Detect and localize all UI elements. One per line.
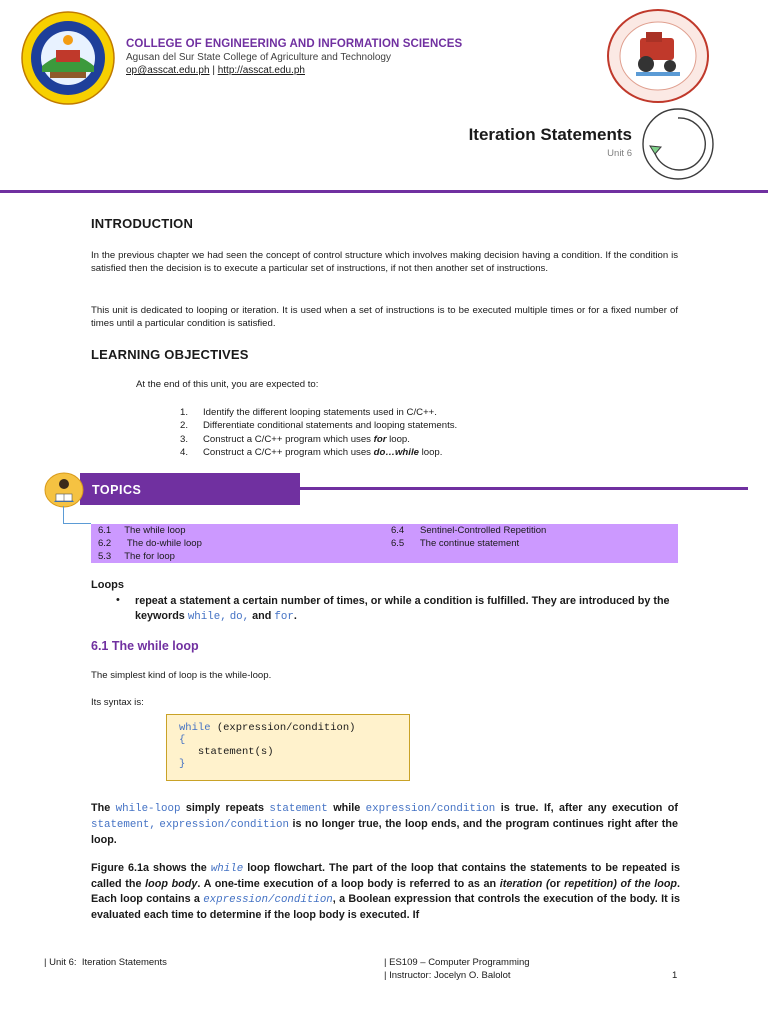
objectives-heading: LEARNING OBJECTIVES	[91, 347, 249, 362]
objective-item: 2. Differentiate conditional statements and looping statements.	[180, 420, 458, 432]
syntax-code-box	[166, 714, 410, 781]
introduction-heading: INTRODUCTION	[91, 216, 194, 231]
while-loop-intro: The simplest kind of loop is the while-loop.	[91, 670, 272, 681]
student-reading-icon	[44, 472, 84, 508]
topic-item: 6.2 The do-while loop	[98, 538, 202, 549]
school-name: Agusan del Sur State College of Agriculture and Technology	[126, 52, 391, 63]
objective-item: 3. Construct a C/C++ program which uses for loop.	[180, 433, 410, 445]
introduction-paragraph-2: This unit is dedicated to looping or iteration. It is used when a set of instructions is to be executed multiple times or for a fixed number of times until a particular condition is satisfied.	[91, 305, 678, 329]
code-line: {	[179, 734, 186, 746]
college-seal-logo	[20, 10, 116, 106]
topics-divider	[300, 487, 748, 490]
refresh-cycle-icon	[640, 106, 716, 182]
college-name: COLLEGE OF ENGINEERING AND INFORMATION SCIENCES	[126, 38, 463, 50]
footer-unit: | Unit 6: Iteration Statements	[44, 957, 167, 968]
unit-label: Unit 6	[607, 148, 632, 159]
code-line: while (expression/condition)	[179, 722, 356, 734]
title-divider	[0, 190, 768, 193]
contact-separator: |	[209, 65, 218, 76]
objective-item: 1. Identify the different looping statements used in C/C++.	[180, 407, 437, 418]
loops-definition: repeat a statement a certain number of times, or while a condition is fulfilled. They are introduced by the keywords while, do, and for.	[135, 595, 670, 623]
topic-item: 6.4 Sentinel-Controlled Repetition	[391, 525, 547, 536]
code-line: statement(s)	[179, 746, 274, 758]
topic-item: 6.5 The continue statement	[391, 538, 520, 549]
introduction-paragraph-1: In the previous chapter we had seen the concept of control structure which involves making decision having a condition. If the condition is satisfied then the decision is to execute a particular set of instructions, if not then another set of instructions.	[91, 250, 678, 274]
footer-instructor: | Instructor: Jocelyn O. Balolot	[384, 970, 511, 981]
footer-course: | ES109 – Computer Programming	[384, 957, 530, 968]
topics-connector	[63, 506, 64, 524]
page-number: 1	[672, 970, 678, 981]
website-link[interactable]: http://asscat.edu.ph	[217, 65, 305, 76]
objectives-list	[180, 406, 457, 459]
email-link[interactable]: op@asscat.edu.ph	[126, 65, 210, 76]
syntax-label: Its syntax is:	[91, 697, 144, 708]
topics-label: TOPICS	[92, 483, 142, 497]
while-loop-explanation: The while-loop simply repeats statement while expression/condition is true. If, after any execution of statement, expression/condition is no longer true, the loop ends, and the program continues right after the loop.	[91, 802, 678, 846]
bullet-marker: •	[116, 594, 120, 606]
topic-item: 5.3 The for loop	[98, 551, 175, 562]
topics-connector	[63, 523, 91, 524]
topic-item: 6.1 The while loop	[98, 525, 186, 536]
objectives-lead: At the end of this unit, you are expected to:	[136, 379, 319, 390]
objective-item: 4. Construct a C/C++ program which uses do…while loop.	[180, 446, 443, 458]
document-title: Iteration Statements	[468, 125, 632, 144]
department-seal-logo	[606, 8, 710, 104]
section-heading-while-loop: 6.1 The while loop	[91, 639, 199, 653]
code-line: }	[179, 758, 186, 770]
topics-table	[91, 524, 678, 563]
while-loop-flowchart-paragraph: Figure 6.1a shows the while loop flowchart. The part of the loop that contains the statements to be repeated is called the loop body. A one-time execution of a loop body is referred to as an iteration (or repetition) of the loop. Each loop contains a expression/condition, a Boolean expression that controls the execution of the body. It is evaluated each time to determine if the loop body is executed. If	[91, 862, 681, 921]
contact-line	[126, 65, 305, 76]
loops-heading: Loops	[91, 579, 124, 591]
